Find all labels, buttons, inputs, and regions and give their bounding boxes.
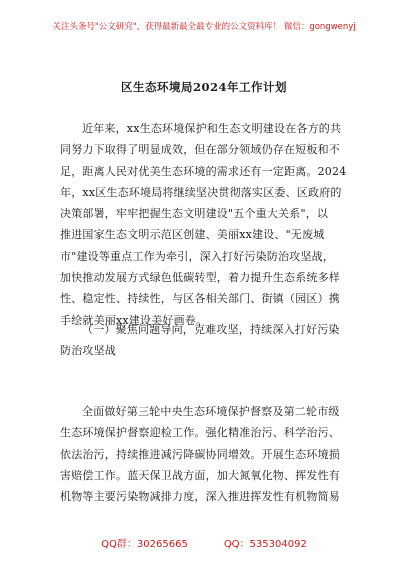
paragraph-line: 机物等主要污染物减排力度，深入推进挥发性有机物简易 xyxy=(60,490,340,504)
paragraph-line: 决策部署，牢牢把握生态文明建设"五个重大关系"，以 xyxy=(60,207,329,221)
paragraph-line: 害赔偿工作。蓝天保卫战方面，加大氮氧化物、挥发性有 xyxy=(60,468,340,482)
section-heading xyxy=(60,319,354,362)
paragraph-line: 近年来，xx生态环境保护和生态文明建设在各方的共 xyxy=(82,122,342,135)
paragraph-line: 手绘就美丽xx建设美好画卷。 xyxy=(60,313,208,327)
paragraph-line: 加快推动发展方式绿色低碳转型，着力提升生态系统多样 xyxy=(60,271,340,285)
paragraph-intro xyxy=(60,118,354,331)
footer-contact xyxy=(0,535,408,550)
heading-line: 防治攻坚战 xyxy=(60,344,116,358)
paragraph-line: 依法治污，持续推进减污降碳协同增效。开展生态环境损 xyxy=(60,447,340,461)
paragraph-line: 生态环境保护督察迎检工作。强化精准治污、科学治污、 xyxy=(60,426,340,440)
heading-line: （一）聚焦问题导向，克难攻坚，持续深入打好污染 xyxy=(82,323,340,336)
document-title: 区生态环境局2024年工作计划 xyxy=(120,80,287,94)
paragraph-line: 年，xx区生态环境局将继续坚决贯彻落实区委、区政府的 xyxy=(60,185,342,199)
header-banner: 关注头条号"公文研究"，获得最新最全最专业的公文资料库！ 微信：gongwenyj xyxy=(52,22,356,32)
paragraph-line: 市"建设等重点工作为牵引，深入打好污染防治攻坚战， xyxy=(60,249,335,263)
paragraph-line: 全面做好第三轮中央生态环境保护督察及第二轮市级 xyxy=(82,405,340,418)
footer-qq-group: QQ群：30265665 xyxy=(101,539,188,550)
paragraph-line: 同努力下取得了明显成效，但在部分领域仍存在短板和不 xyxy=(60,143,340,157)
paragraph-body xyxy=(60,401,354,507)
paragraph-line: 足，距离人民对优美生态环境的需求还有一定距离。2024 xyxy=(60,164,347,178)
footer-qq: QQ：535304092 xyxy=(223,539,307,550)
paragraph-line: 推进国家生态文明示范区创建、美丽xx建设、"无废城 xyxy=(60,228,325,242)
paragraph-line: 性、稳定性、持续性，与区各相关部门、街镇（园区）携 xyxy=(60,292,340,306)
